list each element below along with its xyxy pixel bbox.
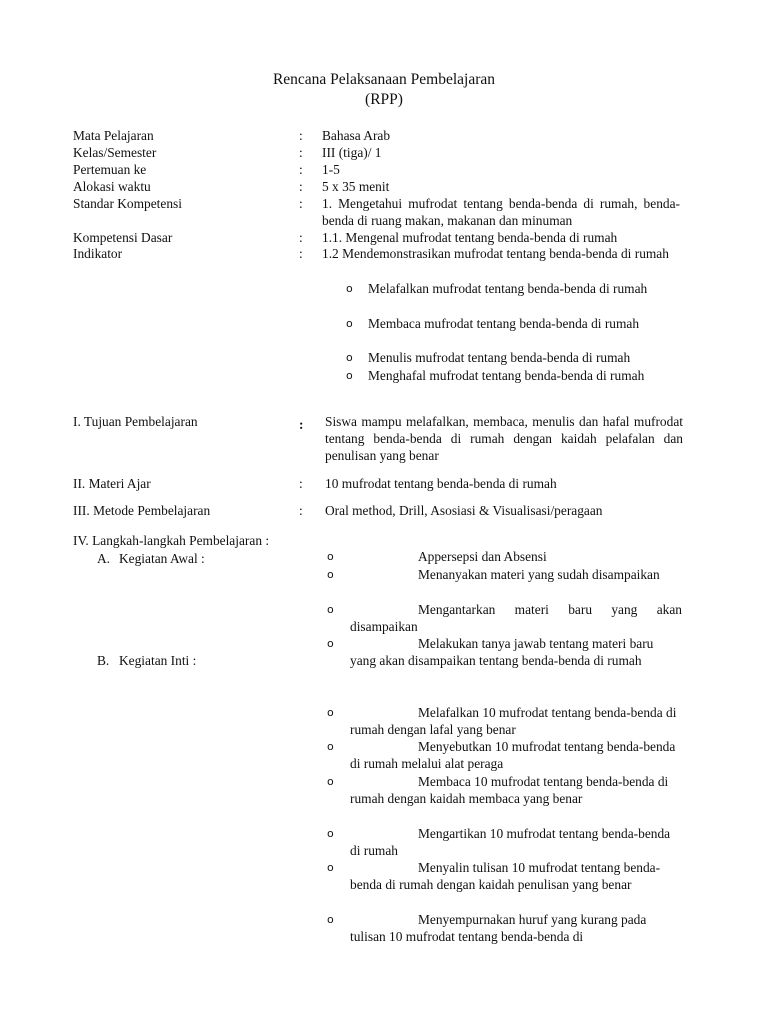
colon: : (299, 128, 303, 143)
step-text: Melafalkan 10 mufrodat tentang benda-benda di rumah dengan lafal yang benar (350, 705, 677, 737)
step-text: Menyempurnakan huruf yang kurang pada tulisan 10 mufrodat tentang benda-benda di (350, 912, 647, 944)
colon: : (299, 417, 304, 432)
colon: : (299, 196, 303, 211)
section-label: III. Metode Pembelajaran (73, 503, 211, 518)
colon: : (299, 246, 303, 261)
bullet-icon: o (327, 603, 334, 616)
kegiatan-awal-heading (97, 550, 205, 567)
bullet-icon: o (346, 282, 353, 295)
step-text: Mengantarkan materi baru yang akan disampaikan (350, 602, 682, 634)
colon: : (299, 230, 303, 245)
indicator-item-text: Membaca mufrodat tentang benda-benda di rumah (368, 316, 640, 331)
colon: : (299, 162, 303, 177)
identity-label: Kelas/Semester (73, 145, 157, 160)
bullet-icon: o (327, 775, 334, 788)
section-label: II. Materi Ajar (73, 476, 151, 491)
indicator-item-text: Melafalkan mufrodat tentang benda-benda di rumah (368, 281, 648, 296)
bullet-icon: o (327, 913, 334, 926)
section-value: Siswa mampu melafalkan, membaca, menulis dan hafal mufrodat tentang benda-benda di rumah dengan kaidah pelafalan dan penulisan yang benar (325, 414, 683, 463)
bullet-icon: o (327, 568, 334, 581)
identity-label: Alokasi waktu (73, 179, 151, 194)
identity-value: 1.1. Mengenal mufrodat tentang benda-benda di rumah (322, 230, 618, 245)
kegiatan-label: Kegiatan Awal : (119, 551, 205, 566)
identity-value: III (tiga)/ 1 (322, 145, 382, 160)
bullet-icon: o (327, 827, 334, 840)
identity-label: Mata Pelajaran (73, 128, 154, 143)
identity-label: Pertemuan ke (73, 162, 147, 177)
identity-label: Standar Kompetensi (73, 196, 182, 211)
colon: : (299, 476, 303, 491)
identity-label: Kompetensi Dasar (73, 230, 173, 245)
identity-label: Indikator (73, 246, 123, 261)
step-text: Membaca 10 mufrodat tentang benda-benda di rumah dengan kaidah membaca yang benar (350, 774, 669, 806)
bullet-icon: o (327, 861, 334, 874)
identity-value: 5 x 35 menit (322, 179, 390, 194)
kegiatan-letter: B. (97, 653, 110, 668)
document-title: Rencana Pelaksanaan Pembelajaran (272, 71, 496, 88)
colon: : (299, 179, 303, 194)
step-text: Mengartikan 10 mufrodat tentang benda-benda di rumah (350, 826, 671, 858)
identity-value: 1. Mengetahui mufrodat tentang benda-benda di rumah, benda-benda di ruang makan, makanan dan minuman (322, 196, 680, 228)
indicator-heading: 1.2 Mendemonstrasikan mufrodat tentang benda-benda di rumah (322, 246, 669, 261)
bullet-icon: o (327, 706, 334, 719)
identity-value (322, 245, 680, 262)
step-text: Menyebutkan 10 mufrodat tentang benda-benda di rumah melalui alat peraga (350, 739, 676, 771)
kegiatan-inti-heading (97, 652, 196, 669)
kegiatan-label: Kegiatan Inti : (119, 653, 197, 668)
step-text: Menanyakan materi yang sudah disampaikan (418, 567, 660, 582)
bullet-icon: o (346, 369, 353, 382)
step-text: Melakukan tanya jawab tentang materi baru yang akan disampaikan tentang benda-benda di rumah (350, 636, 654, 668)
bullet-icon: o (327, 740, 334, 753)
colon: : (299, 145, 303, 160)
step-text: Menyalin tulisan 10 mufrodat tentang benda-benda di rumah dengan kaidah penulisan yang benar (350, 860, 661, 892)
indicator-item-text: Menulis mufrodat tentang benda-benda di rumah (368, 350, 631, 365)
section-value: 10 mufrodat tentang benda-benda di rumah (325, 476, 557, 491)
bullet-icon: o (346, 351, 353, 364)
identity-value: Bahasa Arab (322, 128, 391, 143)
indicator-item-text: Menghafal mufrodat tentang benda-benda di rumah (368, 368, 645, 383)
section-value: Oral method, Drill, Asosiasi & Visualisasi/peragaan (325, 503, 603, 518)
section-label: IV. Langkah-langkah Pembelajaran : (73, 533, 270, 548)
bullet-icon: o (327, 637, 334, 650)
section-label: I. Tujuan Pembelajaran (73, 414, 198, 429)
kegiatan-letter: A. (97, 551, 111, 566)
bullet-icon: o (327, 550, 334, 563)
colon: : (299, 503, 303, 518)
document-subtitle: (RPP) (365, 91, 403, 108)
step-text: Appersepsi dan Absensi (418, 549, 547, 564)
identity-value: 1-5 (322, 162, 340, 177)
bullet-icon: o (346, 317, 353, 330)
